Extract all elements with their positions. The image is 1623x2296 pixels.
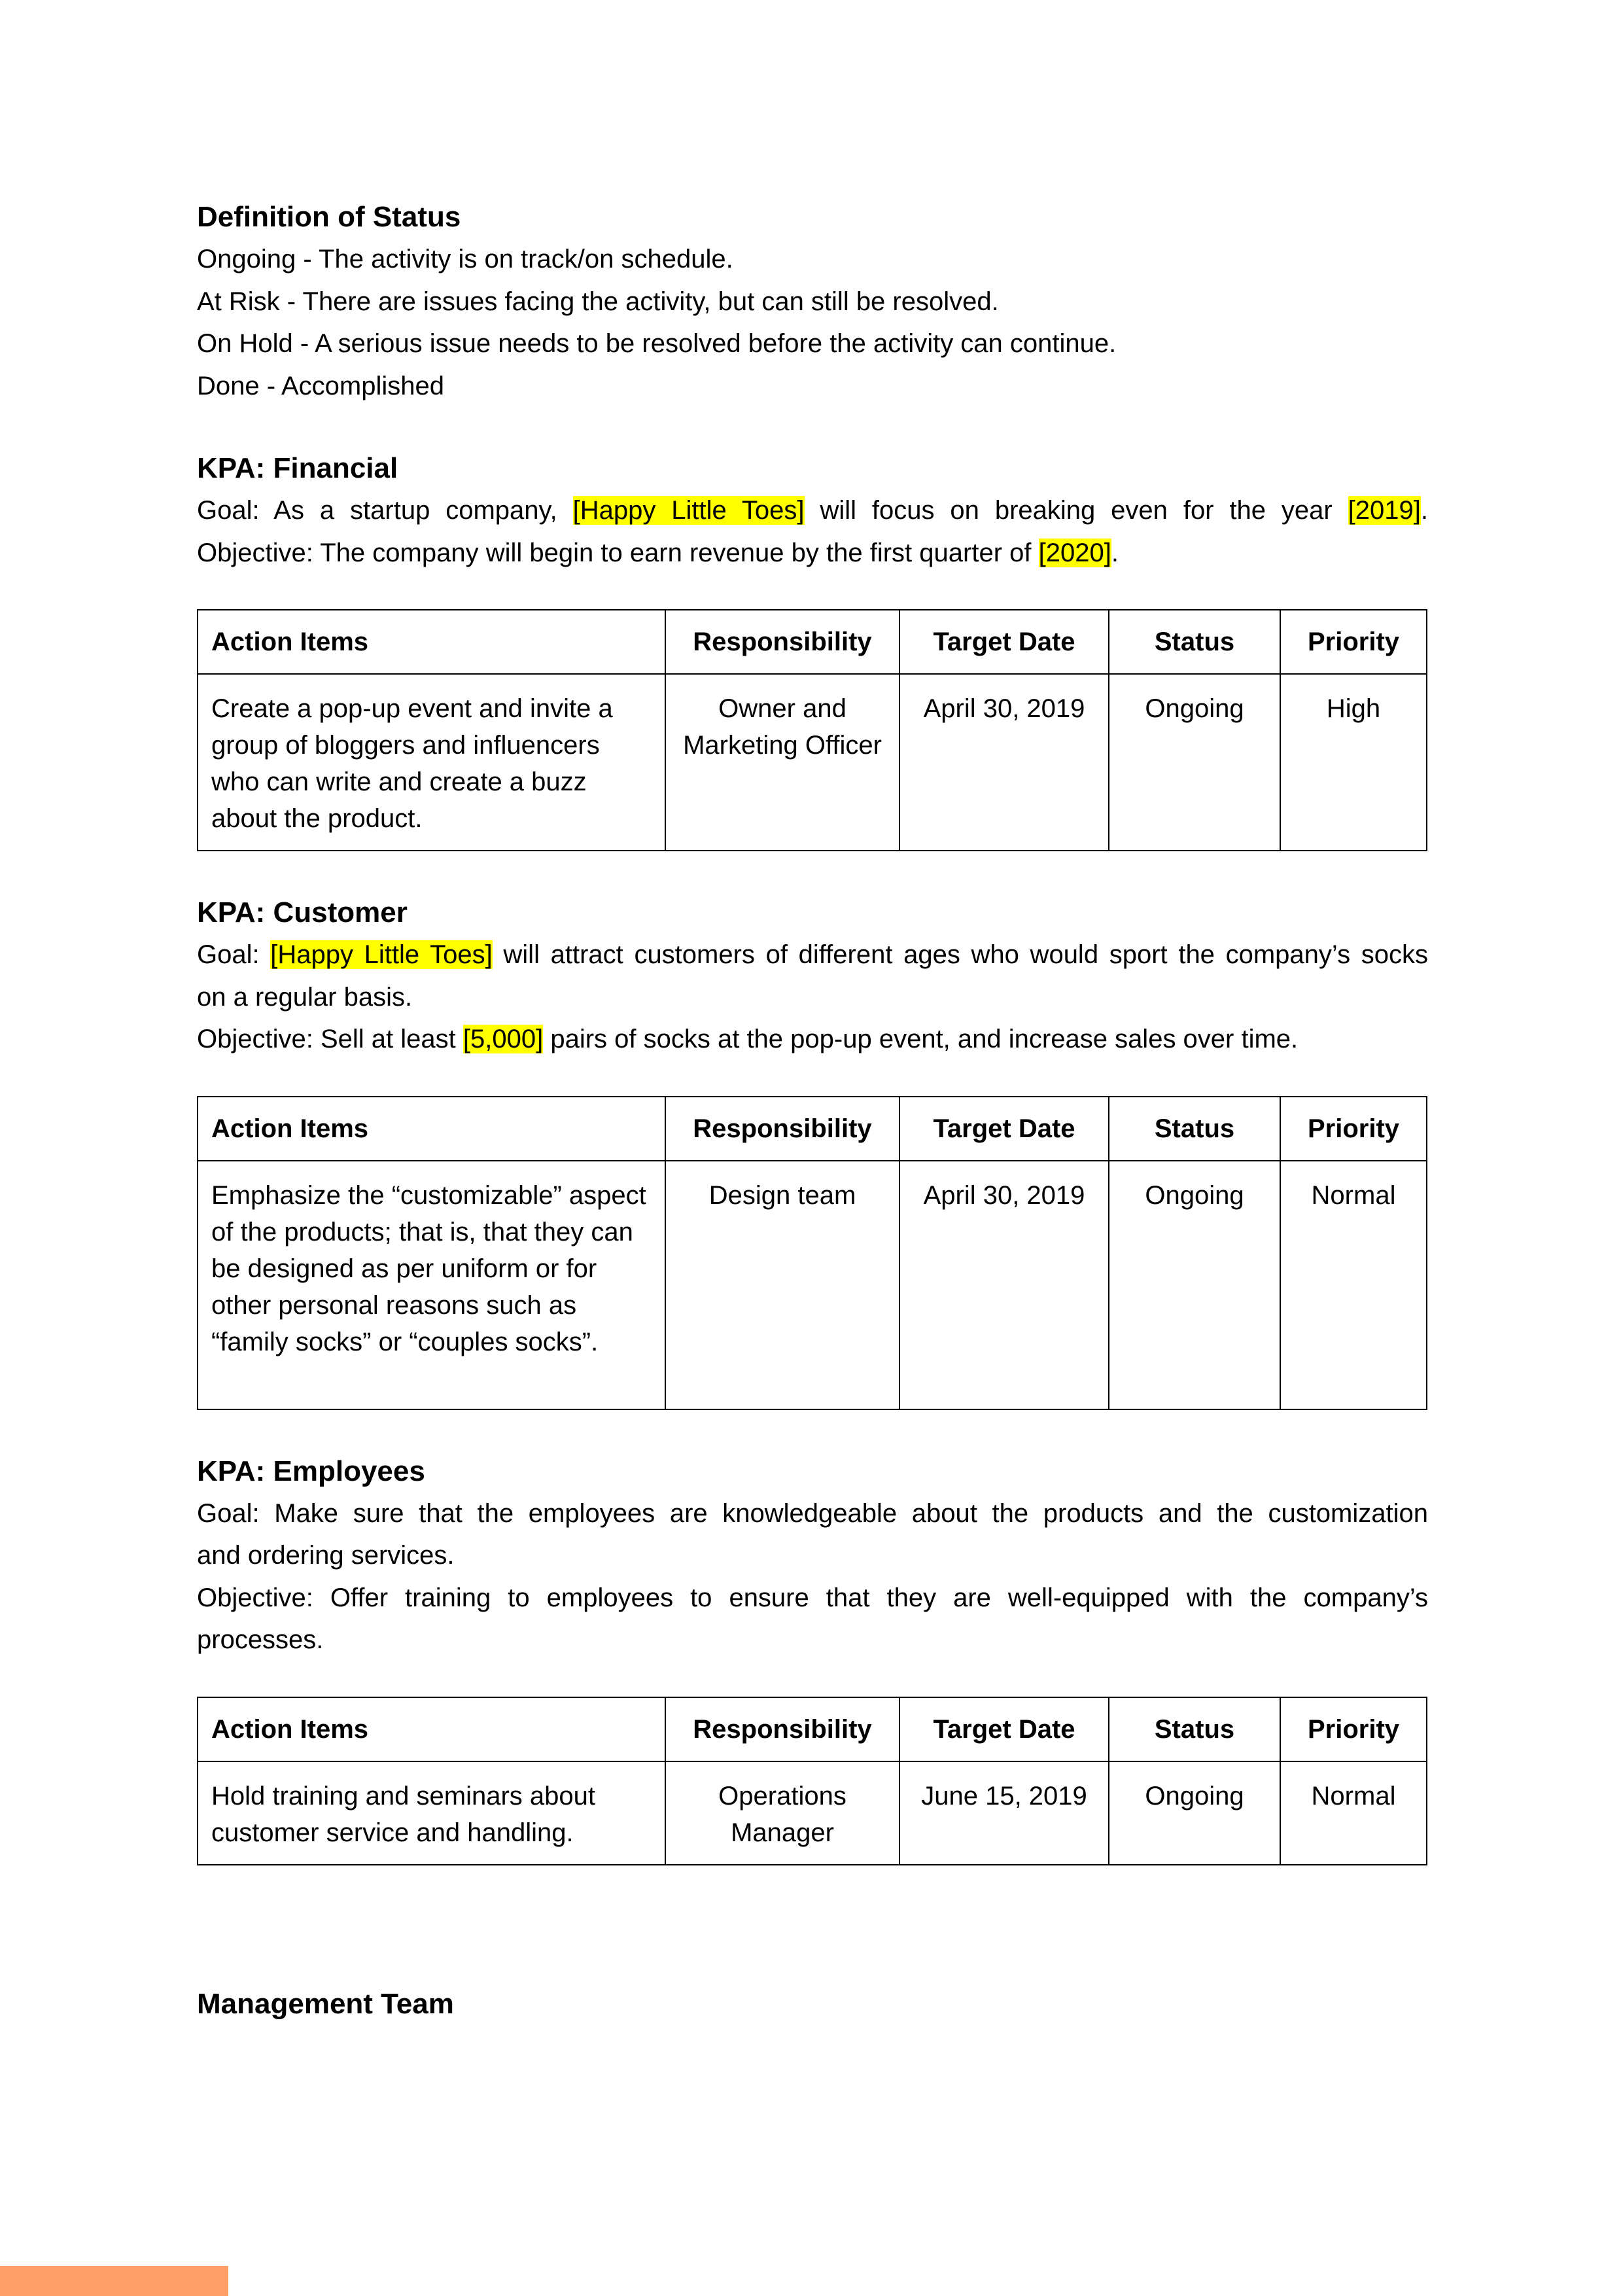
header-priority: Priority xyxy=(1280,1097,1427,1161)
kpa-financial-title: KPA: Financial xyxy=(197,452,398,484)
header-status: Status xyxy=(1109,1697,1280,1761)
cell-action: Emphasize the “customizable” aspect of the products; that is, that they can be designed as per uniform or for other personal reasons such as “family socks” or “couples socks”. xyxy=(198,1161,665,1409)
kpa-employees-objective-line2: processes. xyxy=(197,1625,324,1654)
footer-accent-bar xyxy=(0,2266,228,2296)
cell-action: Hold training and seminars about customer service and handling. xyxy=(198,1761,665,1865)
status-definition-line: Done - Accomplished xyxy=(197,371,444,400)
kpa-customer-objective: Objective: Sell at least [5,000] pairs of socks at the pop-up event, and increase sales over time. xyxy=(197,1025,1299,1053)
header-responsibility: Responsibility xyxy=(665,610,899,674)
cell-responsibility: Design team xyxy=(665,1161,899,1409)
status-definition-title: Definition of Status xyxy=(197,201,461,233)
status-definition-line: At Risk - There are issues facing the activity, but can still be resolved. xyxy=(197,287,999,316)
cell-responsibility: Owner and Marketing Officer xyxy=(665,674,899,851)
placeholder-highlight: [2019] xyxy=(1348,496,1421,525)
table-row xyxy=(198,1761,1427,1865)
placeholder-highlight: [5,000] xyxy=(462,1025,544,1053)
kpa-financial-objective: Objective: The company will begin to earn revenue by the first quarter of [2020]. xyxy=(197,538,1119,567)
kpa-employees-goal-line1: Goal: Make sure that the employees are knowledgeable about the products and the customization xyxy=(197,1498,1428,1528)
cell-priority: Normal xyxy=(1280,1161,1427,1409)
header-action-items: Action Items xyxy=(198,1097,665,1161)
placeholder-highlight: [2020] xyxy=(1038,538,1111,567)
kpa-customer-table xyxy=(197,1096,1427,1410)
kpa-customer-goal-line1: Goal: [Happy Little Toes] will attract customers of different ages who would sport the company’s socks xyxy=(197,940,1428,969)
placeholder-highlight: [Happy Little Toes] xyxy=(270,940,493,969)
placeholder-highlight: [Happy Little Toes] xyxy=(572,496,805,525)
kpa-financial-goal: Goal: As a startup company, [Happy Little Toes] will focus on breaking even for the year [2019]. xyxy=(197,496,1429,525)
kpa-customer-title: KPA: Customer xyxy=(197,896,408,928)
kpa-employees-objective-line1: Objective: Offer training to employees to ensure that they are well-equipped with the company’s xyxy=(197,1583,1428,1612)
cell-status: Ongoing xyxy=(1109,1761,1280,1865)
header-target-date: Target Date xyxy=(899,1097,1109,1161)
status-definition-line: Ongoing - The activity is on track/on schedule. xyxy=(197,245,733,274)
cell-priority: High xyxy=(1280,674,1427,851)
header-target-date: Target Date xyxy=(899,610,1109,674)
cell-responsibility: Operations Manager xyxy=(665,1761,899,1865)
kpa-employees-goal-line2: and ordering services. xyxy=(197,1541,455,1570)
document-page xyxy=(197,196,1428,2025)
cell-target-date: June 15, 2019 xyxy=(899,1761,1109,1865)
table-row xyxy=(198,1161,1427,1409)
header-responsibility: Responsibility xyxy=(665,1697,899,1761)
kpa-customer-goal-line2: on a regular basis. xyxy=(197,982,413,1012)
header-priority: Priority xyxy=(1280,610,1427,674)
cell-status: Ongoing xyxy=(1109,674,1280,851)
header-action-items: Action Items xyxy=(198,610,665,674)
status-definition-line: On Hold - A serious issue needs to be resolved before the activity can continue. xyxy=(197,329,1117,358)
header-status: Status xyxy=(1109,610,1280,674)
header-target-date: Target Date xyxy=(899,1697,1109,1761)
kpa-financial-table xyxy=(197,609,1427,851)
header-priority: Priority xyxy=(1280,1697,1427,1761)
cell-target-date: April 30, 2019 xyxy=(899,674,1109,851)
table-header-row xyxy=(198,1697,1427,1761)
cell-action: Create a pop-up event and invite a group of bloggers and influencers who can write and create a buzz about the product. xyxy=(198,674,665,851)
cell-target-date: April 30, 2019 xyxy=(899,1161,1109,1409)
header-responsibility: Responsibility xyxy=(665,1097,899,1161)
table-row xyxy=(198,674,1427,851)
cell-priority: Normal xyxy=(1280,1761,1427,1865)
table-header-row xyxy=(198,610,1427,674)
kpa-employees-title: KPA: Employees xyxy=(197,1455,425,1487)
header-action-items: Action Items xyxy=(198,1697,665,1761)
kpa-employees-table xyxy=(197,1697,1427,1865)
header-status: Status xyxy=(1109,1097,1280,1161)
cell-status: Ongoing xyxy=(1109,1161,1280,1409)
table-header-row xyxy=(198,1097,1427,1161)
management-team-title: Management Team xyxy=(197,1987,454,2020)
